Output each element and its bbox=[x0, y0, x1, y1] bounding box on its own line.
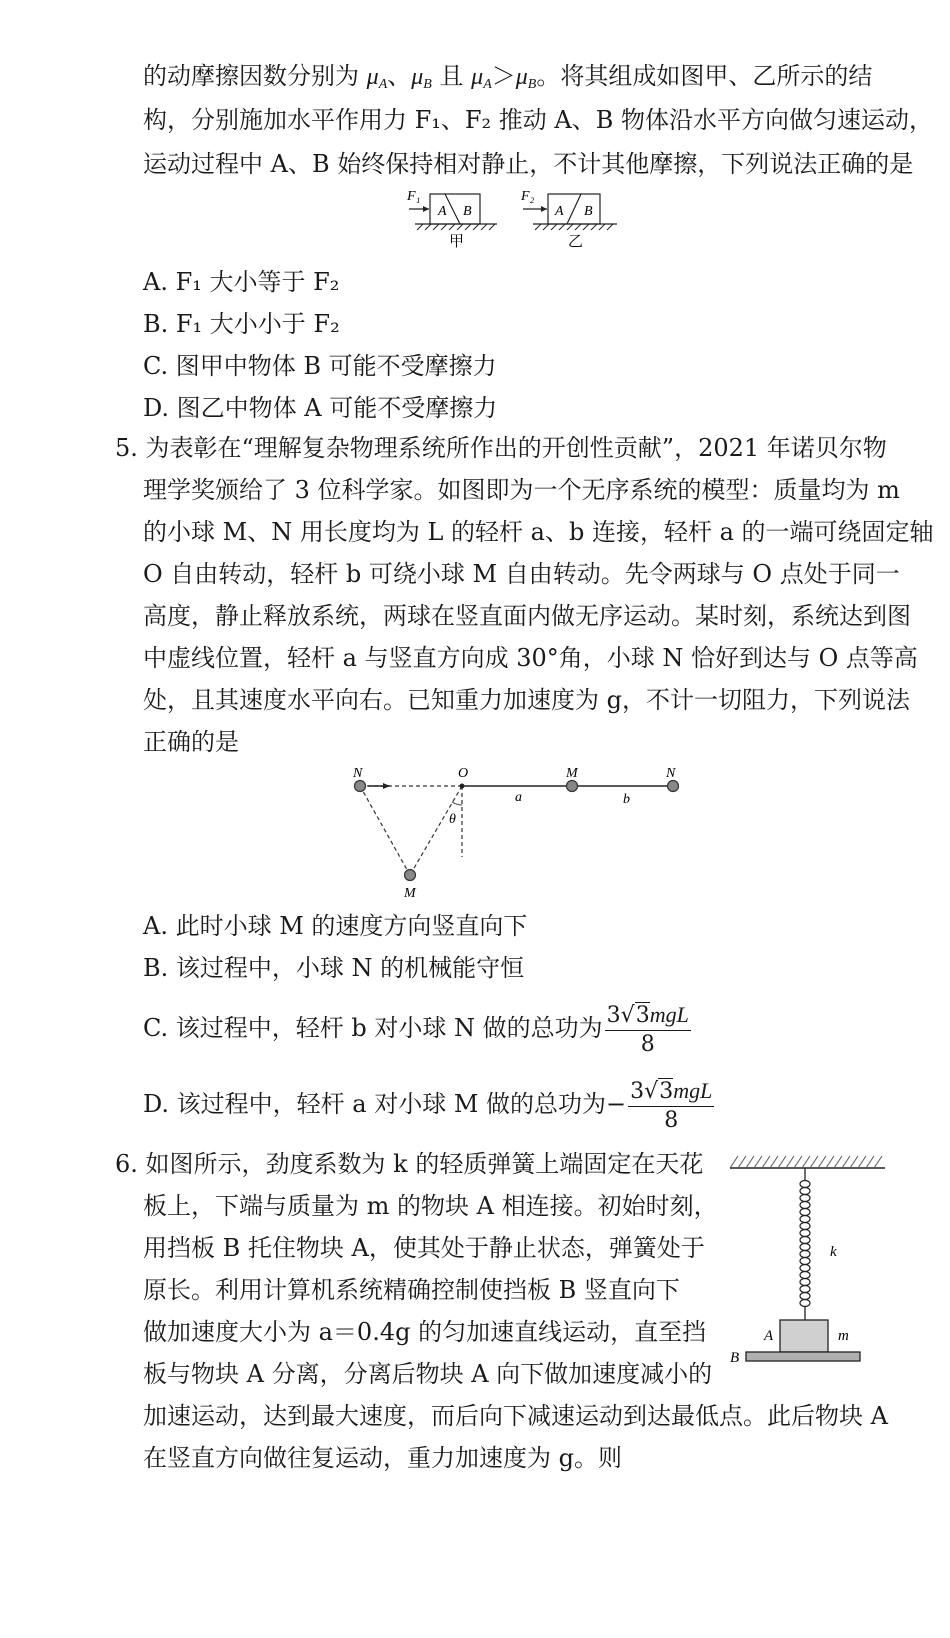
label-n-right: N bbox=[666, 766, 676, 781]
q5-option-c[interactable]: C. 该过程中，轻杆 b 对小球 N 做的总功为 $\frac{\text{3√3mgL}}{8}$ bbox=[143, 1001, 689, 1057]
label-rod-a: a bbox=[515, 790, 522, 805]
q4-stem-line-2: 构，分别施加水平作用力 F₁、F₂ 推动 A、B 物体沿水平方向做匀速运动， bbox=[143, 106, 934, 134]
q4-option-b[interactable]: B. F₁ 大小小于 F₂ bbox=[143, 310, 340, 338]
q4-stem-line-3: 运动过程中 A、B 始终保持相对静止，不计其他摩擦，下列说法正确的是 bbox=[143, 150, 914, 178]
q6-stem-line-8: 在竖直方向做往复运动，重力加速度为 g。则 bbox=[143, 1444, 622, 1472]
label-m-top: M bbox=[566, 766, 578, 781]
ball-m-bottom bbox=[405, 870, 416, 881]
label-b: B bbox=[730, 1350, 740, 1366]
q5-stem-line-2: 理学奖颁给了 3 位科学家。如图即为一个无序系统的模型：质量均为 m bbox=[143, 476, 900, 504]
block-a-label: A bbox=[555, 204, 564, 219]
label-rod-b: b bbox=[623, 792, 630, 807]
q6-stem-line-7: 加速运动，达到最大速度，而后向下减速运动到达最低点。此后物块 A bbox=[143, 1402, 888, 1430]
label-m: m bbox=[838, 1328, 849, 1344]
label-o: O bbox=[458, 766, 469, 781]
block-a-label: A bbox=[438, 204, 447, 219]
q4-figure-blocks bbox=[405, 182, 665, 262]
q5-option-a[interactable]: A. 此时小球 M 的速度方向竖直向下 bbox=[143, 912, 528, 940]
q6-stem-line-1: 6. 如图所示，劲度系数为 k 的轻质弹簧上端固定在天花 bbox=[115, 1150, 704, 1178]
q4-option-a[interactable]: A. F₁ 大小等于 F₂ bbox=[143, 268, 340, 296]
label-m-bottom: M bbox=[404, 886, 416, 901]
q6-stem-line-5: 做加速度大小为 a＝0.4g 的匀加速直线运动，直至挡 bbox=[143, 1318, 707, 1346]
label-k: k bbox=[830, 1244, 837, 1260]
figure-yi-caption: 乙 bbox=[568, 234, 584, 250]
fraction-c: $\frac{\text{3√3mgL}}{8}$ bbox=[606, 1001, 689, 1057]
force-f1-label: F₁ bbox=[407, 189, 421, 204]
figure-jia bbox=[406, 189, 497, 250]
q5-stem-line-5: 高度，静止释放系统，两球在竖直面内做无序运动。某时刻，系统达到图 bbox=[143, 602, 911, 630]
label-a: A bbox=[764, 1328, 774, 1344]
ball-n-left bbox=[355, 781, 366, 792]
q5-figure-pendulum bbox=[340, 765, 720, 905]
q6-stem-line-4: 原长。利用计算机系统精确控制使挡板 B 竖直向下 bbox=[143, 1276, 680, 1304]
block-b-label: B bbox=[463, 204, 472, 219]
ball-n-right bbox=[668, 781, 679, 792]
plate-b bbox=[746, 1352, 860, 1361]
q5-stem-line-4: O 自由转动，轻杆 b 可绕小球 M 自由转动。先令两球与 O 点处于同一 bbox=[143, 560, 900, 588]
q5-stem-line-1: 5. 为表彰在“理解复杂物理系统所作出的开创性贡献”，2021 年诺贝尔物 bbox=[115, 434, 887, 462]
figure-jia-caption: 甲 bbox=[449, 234, 465, 250]
q6-stem-line-2: 板上，下端与质量为 m 的物块 A 相连接。初始时刻， bbox=[143, 1192, 718, 1220]
q5-option-b[interactable]: B. 该过程中，小球 N 的机械能守恒 bbox=[143, 954, 525, 982]
q5-stem-line-6: 中虚线位置，轻杆 a 与竖直方向成 30°角，小球 N 恰好到达与 O 点等高 bbox=[143, 644, 918, 672]
q4-stem-line-1: 的动摩擦因数分别为 $\mu_A$、$\mu_B$ 且 $\mu_A>\mu_B$。将其组成如图甲、乙所示的结 bbox=[143, 62, 873, 92]
q6-stem-line-3: 用挡板 B 托住物块 A，使其处于静止状态，弹簧处于 bbox=[143, 1234, 705, 1262]
q5-stem-line-3: 的小球 M、N 用长度均为 L 的轻杆 a、b 连接，轻杆 a 的一端可绕固定轴 bbox=[143, 518, 934, 546]
q6-stem-line-6: 板与物块 A 分离，分离后物块 A 向下做加速度减小的 bbox=[143, 1360, 713, 1388]
ball-m-top bbox=[567, 781, 578, 792]
q5-stem-line-8: 正确的是 bbox=[143, 728, 239, 756]
q4-option-c[interactable]: C. 图甲中物体 B 可能不受摩擦力 bbox=[143, 352, 497, 380]
figure-yi bbox=[520, 189, 617, 250]
q5-stem-line-7: 处，且其速度水平向右。已知重力加速度为 g，不计一切阻力，下列说法 bbox=[143, 686, 910, 714]
q6-figure-spring bbox=[720, 1148, 890, 1378]
q5-option-d[interactable]: D. 该过程中，轻杆 a 对小球 M 做的总功为− $\frac{\text{3√3mgL}}{8}$ bbox=[143, 1077, 713, 1133]
label-theta: θ bbox=[449, 812, 456, 827]
q4-option-d[interactable]: D. 图乙中物体 A 可能不受摩擦力 bbox=[143, 394, 498, 422]
block-b-label: B bbox=[584, 204, 593, 219]
spring-coils bbox=[800, 1181, 810, 1307]
block-a bbox=[780, 1320, 828, 1352]
fraction-d: $\frac{\text{3√3mgL}}{8}$ bbox=[630, 1077, 713, 1133]
force-f2-label: F₂ bbox=[521, 189, 535, 204]
label-n-left: N bbox=[353, 766, 363, 781]
pivot-o bbox=[460, 784, 465, 789]
